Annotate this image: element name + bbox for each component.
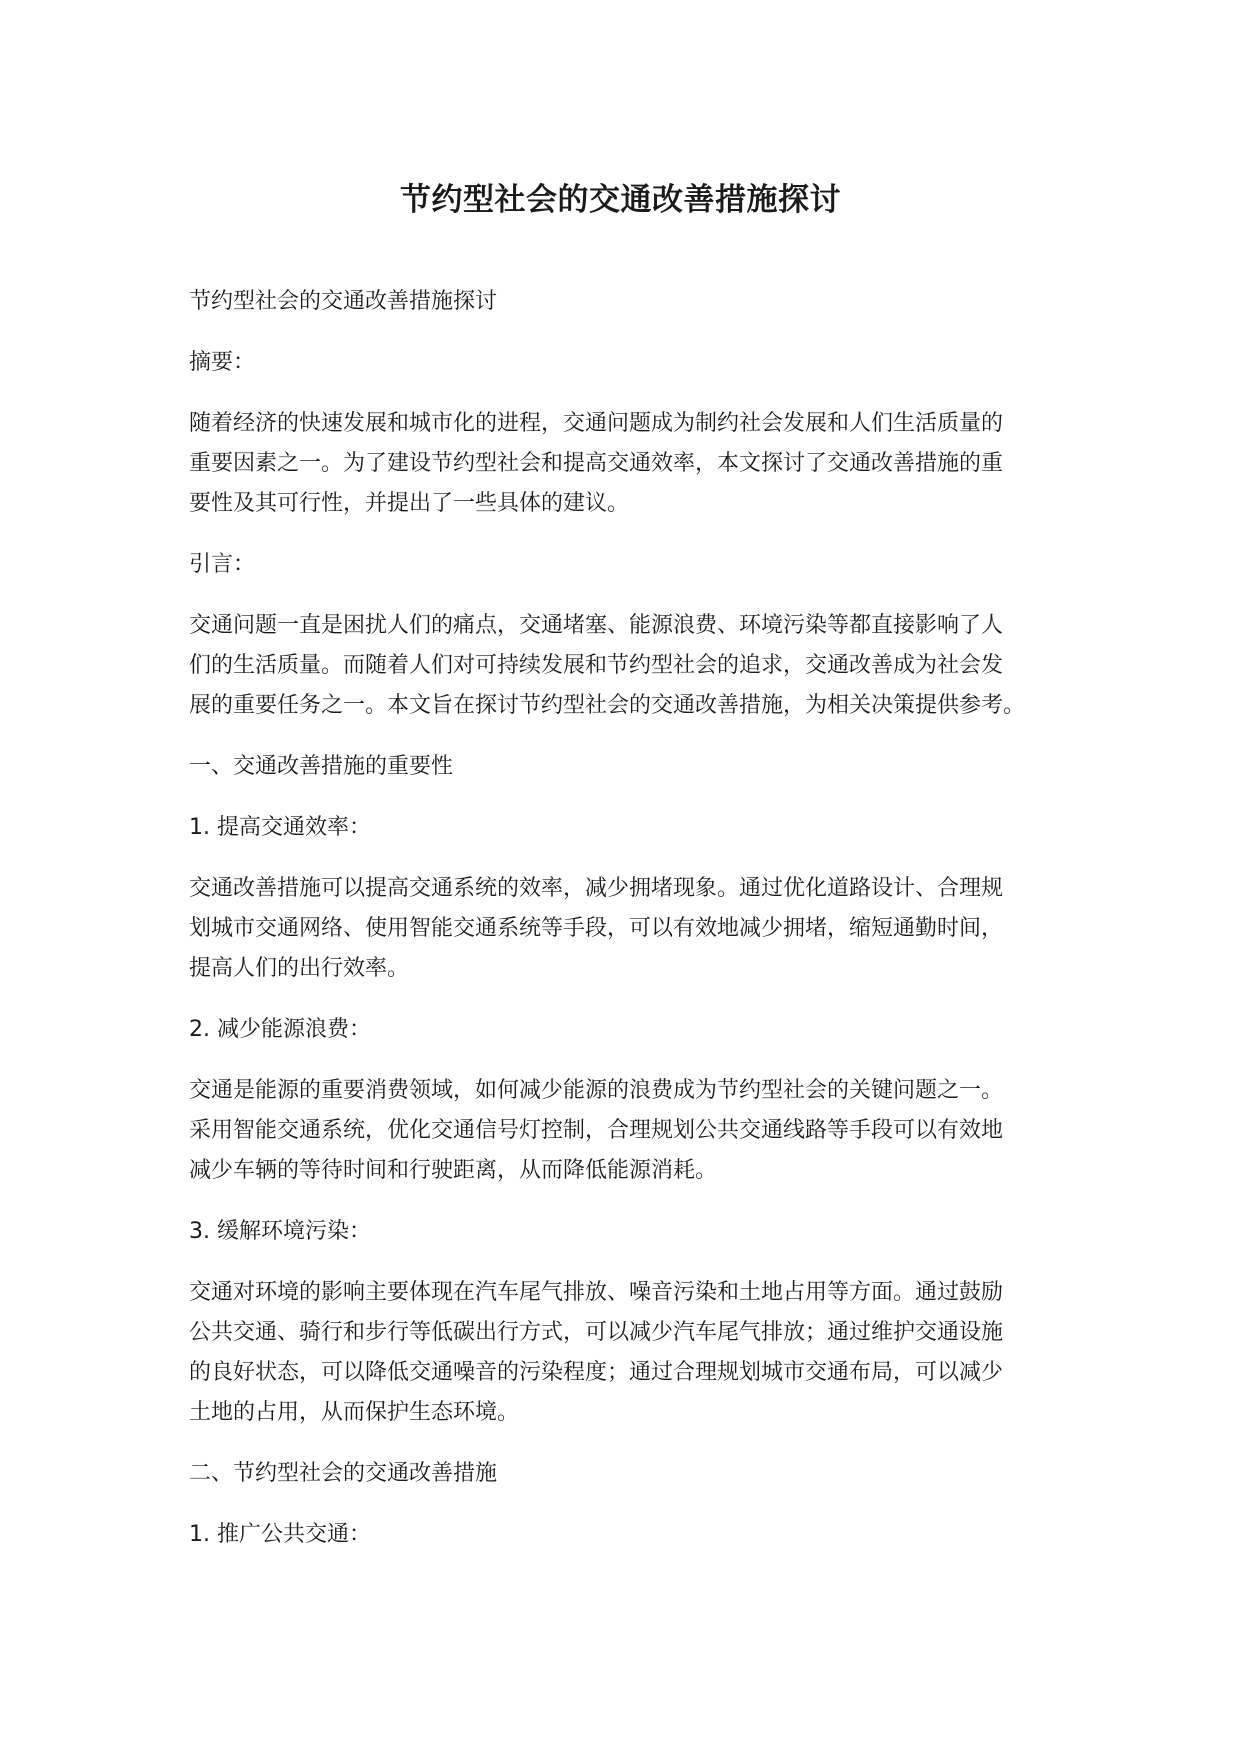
- text-line: 的良好状态，可以降低交通噪音的污染程度；通过合理规划城市交通布局，可以减少: [189, 1360, 1004, 1385]
- text-line: 1. 提高交通效率：: [189, 815, 371, 840]
- text-line: 3. 缓解环境污染：: [189, 1219, 371, 1244]
- text-line: 交通问题一直是困扰人们的痛点，交通堵塞、能源浪费、环境污染等都直接影响了人: [189, 613, 1004, 638]
- text-line: 交通对环境的影响主要体现在汽车尾气排放、噪音污染和土地占用等方面。通过鼓励: [189, 1280, 1004, 1305]
- text-line: 们的生活质量。而随着人们对可持续发展和节约型社会的追求，交通改善成为社会发: [189, 653, 1004, 678]
- introduction-heading: [189, 545, 1059, 585]
- text-line: 交通是能源的重要消费领域，如何减少能源的浪费成为节约型社会的关键问题之一。: [189, 1078, 1004, 1103]
- text-line: 减少车辆的等待时间和行驶距离，从而降低能源消耗。: [189, 1158, 718, 1183]
- text-line: 1. 推广公共交通：: [189, 1522, 371, 1547]
- text-line: 引言：: [189, 552, 256, 577]
- document-body: [189, 282, 1059, 1576]
- text-line: 要性及其可行性，并提出了一些具体的建议。: [189, 491, 630, 516]
- text-line: 随着经济的快速发展和城市化的进程，交通问题成为制约社会发展和人们生活质量的: [189, 411, 1004, 436]
- text-line: 采用智能交通系统，优化交通信号灯控制，合理规划公共交通线路等手段可以有效地: [189, 1118, 1004, 1143]
- text-line: 提高人们的出行效率。: [189, 956, 410, 981]
- text-line: 摘要：: [189, 350, 256, 375]
- section-heading-importance: [189, 747, 1059, 787]
- introduction-paragraph: [189, 606, 1059, 726]
- text-line: 一、交通改善措施的重要性: [189, 754, 454, 779]
- subheading-environment: [189, 1212, 1059, 1252]
- text-line: 土地的占用，从而保护生态环境。: [189, 1400, 520, 1425]
- text-line: 2. 减少能源浪费：: [189, 1017, 371, 1042]
- energy-paragraph: [189, 1071, 1059, 1191]
- text-line: 重要因素之一。为了建设节约型社会和提高交通效率，本文探讨了交通改善措施的重: [189, 451, 1004, 476]
- abstract-paragraph: [189, 404, 1059, 524]
- text-line: 公共交通、骑行和步行等低碳出行方式，可以减少汽车尾气排放；通过维护交通设施: [189, 1320, 1004, 1345]
- text-line: 展的重要任务之一。本文旨在探讨节约型社会的交通改善措施，为相关决策提供参考。: [189, 693, 1026, 718]
- text-line: 节约型社会的交通改善措施探讨: [189, 289, 498, 314]
- subheading-efficiency: [189, 808, 1059, 848]
- abstract-heading: [189, 343, 1059, 383]
- subheading-energy: [189, 1010, 1059, 1050]
- subtitle-paragraph: [189, 282, 1059, 322]
- text-line: 划城市交通网络、使用智能交通系统等手段，可以有效地减少拥堵，缩短通勤时间，: [189, 916, 1004, 941]
- section-heading-measures: [189, 1454, 1059, 1494]
- efficiency-paragraph: [189, 869, 1059, 989]
- subheading-public-transport: [189, 1515, 1059, 1555]
- text-line: 交通改善措施可以提高交通系统的效率，减少拥堵现象。通过优化道路设计、合理规: [189, 876, 1004, 901]
- document-title: 节约型社会的交通改善措施探讨: [400, 182, 841, 218]
- text-line: 二、节约型社会的交通改善措施: [189, 1461, 498, 1486]
- environment-paragraph: [189, 1273, 1059, 1433]
